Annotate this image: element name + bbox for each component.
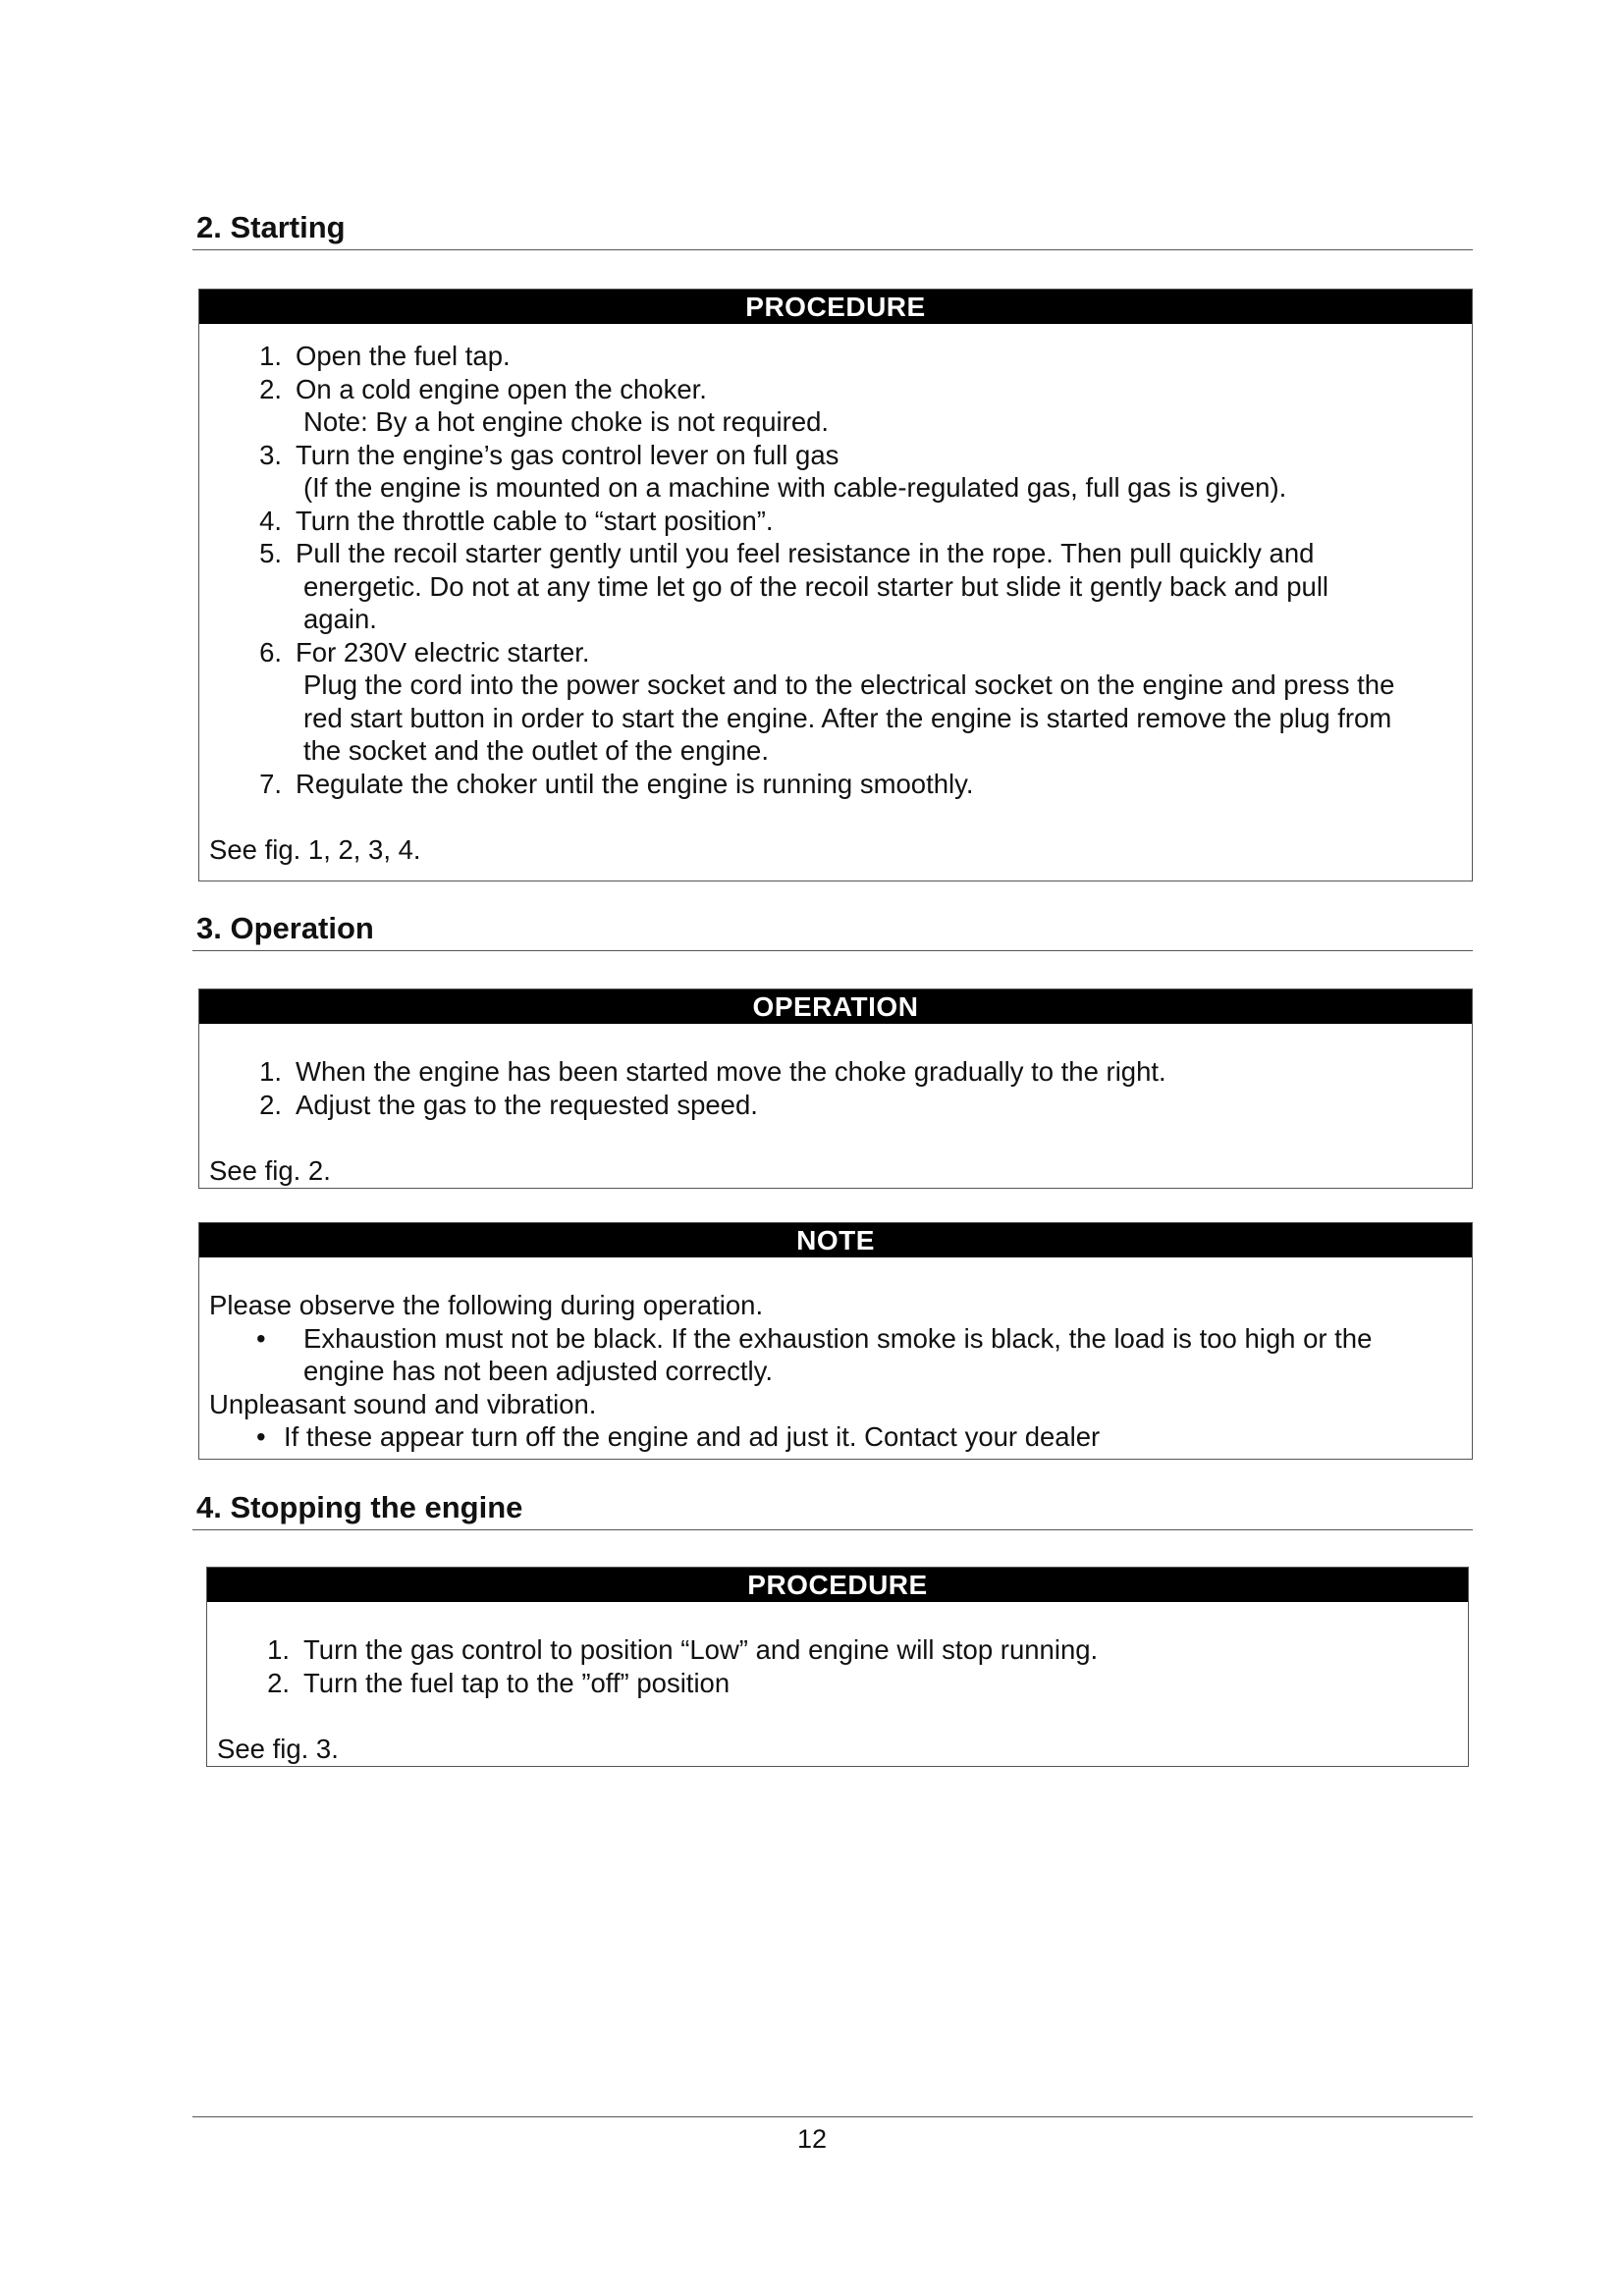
list-item: 2. Turn the fuel tap to the ”off” position bbox=[267, 1667, 731, 1698]
list-item: 7. Regulate the choker until the engine is running smoothly. bbox=[259, 768, 974, 799]
note-second: Unpleasant sound and vibration. bbox=[209, 1388, 597, 1419]
operation-steps-list bbox=[209, 1055, 1462, 1121]
list-item: 3. Turn the engine’s gas control lever on full gas (If the engine is mounted on a machine with cable-regulated gas, full gas is given). bbox=[259, 439, 1287, 503]
list-item: 1. When the engine has been started move the choke gradually to the right. bbox=[259, 1056, 1166, 1087]
list-item: • If these appear turn off the engine and ad just it. Contact your dealer bbox=[256, 1421, 1101, 1452]
stopping-steps-list bbox=[217, 1633, 1458, 1699]
list-item: 6. For 230V electric starter. Plug the cord into the power socket and to the electrical socket on the engine and press the red start button in order to start the engine. After the engine is started remove the plug from the socket and the outlet of the engine. bbox=[259, 636, 1395, 766]
list-item: 2. On a cold engine open the choker. Note: By a hot engine choke is not required. bbox=[259, 373, 830, 437]
procedure-body bbox=[207, 1602, 1468, 1766]
section-heading-starting: 2. Starting bbox=[192, 210, 1473, 250]
procedure-title: PROCEDURE bbox=[207, 1568, 1468, 1602]
procedure-body bbox=[199, 324, 1472, 867]
list-item: 5. Pull the recoil starter gently until you feel resistance in the rope. Then pull quickly and energetic. Do not at any time let go of the recoil starter but slide it gently back and pull again. bbox=[259, 538, 1329, 634]
list-item: 2. Adjust the gas to the requested speed. bbox=[259, 1089, 758, 1120]
note-title: NOTE bbox=[199, 1223, 1472, 1257]
operation-body bbox=[199, 1024, 1472, 1188]
footer-divider bbox=[192, 2116, 1473, 2117]
section-heading-operation: 3. Operation bbox=[192, 911, 1473, 951]
procedure-box-stopping bbox=[206, 1567, 1469, 1767]
list-item: 1. Open the fuel tap. bbox=[259, 341, 511, 371]
procedure-box-starting bbox=[198, 289, 1473, 881]
figure-reference: See fig. 2. bbox=[209, 1155, 331, 1186]
list-item: 1. Turn the gas control to position “Low” and engine will stop running. bbox=[267, 1634, 1099, 1665]
section-heading-stopping: 4. Stopping the engine bbox=[192, 1490, 1473, 1530]
starting-steps-list bbox=[209, 340, 1462, 800]
list-item: • Exhaustion must not be black. If the exhaustion smoke is black, the load is too high or the engine has not been adjusted correctly. bbox=[256, 1322, 1373, 1386]
figure-reference: See fig. 1, 2, 3, 4. bbox=[209, 834, 421, 865]
procedure-title: PROCEDURE bbox=[199, 290, 1472, 324]
note-intro: Please observe the following during operation. bbox=[209, 1290, 764, 1320]
note-box bbox=[198, 1222, 1473, 1460]
operation-box bbox=[198, 988, 1473, 1189]
note-bullets-1 bbox=[209, 1322, 1462, 1388]
operation-title: OPERATION bbox=[199, 989, 1472, 1024]
list-item: 4. Turn the throttle cable to “start position”. bbox=[259, 505, 774, 536]
figure-reference: See fig. 3. bbox=[217, 1734, 339, 1764]
note-body bbox=[199, 1257, 1472, 1454]
page-number: 12 bbox=[796, 2124, 828, 2154]
note-bullets-2 bbox=[209, 1420, 1462, 1454]
